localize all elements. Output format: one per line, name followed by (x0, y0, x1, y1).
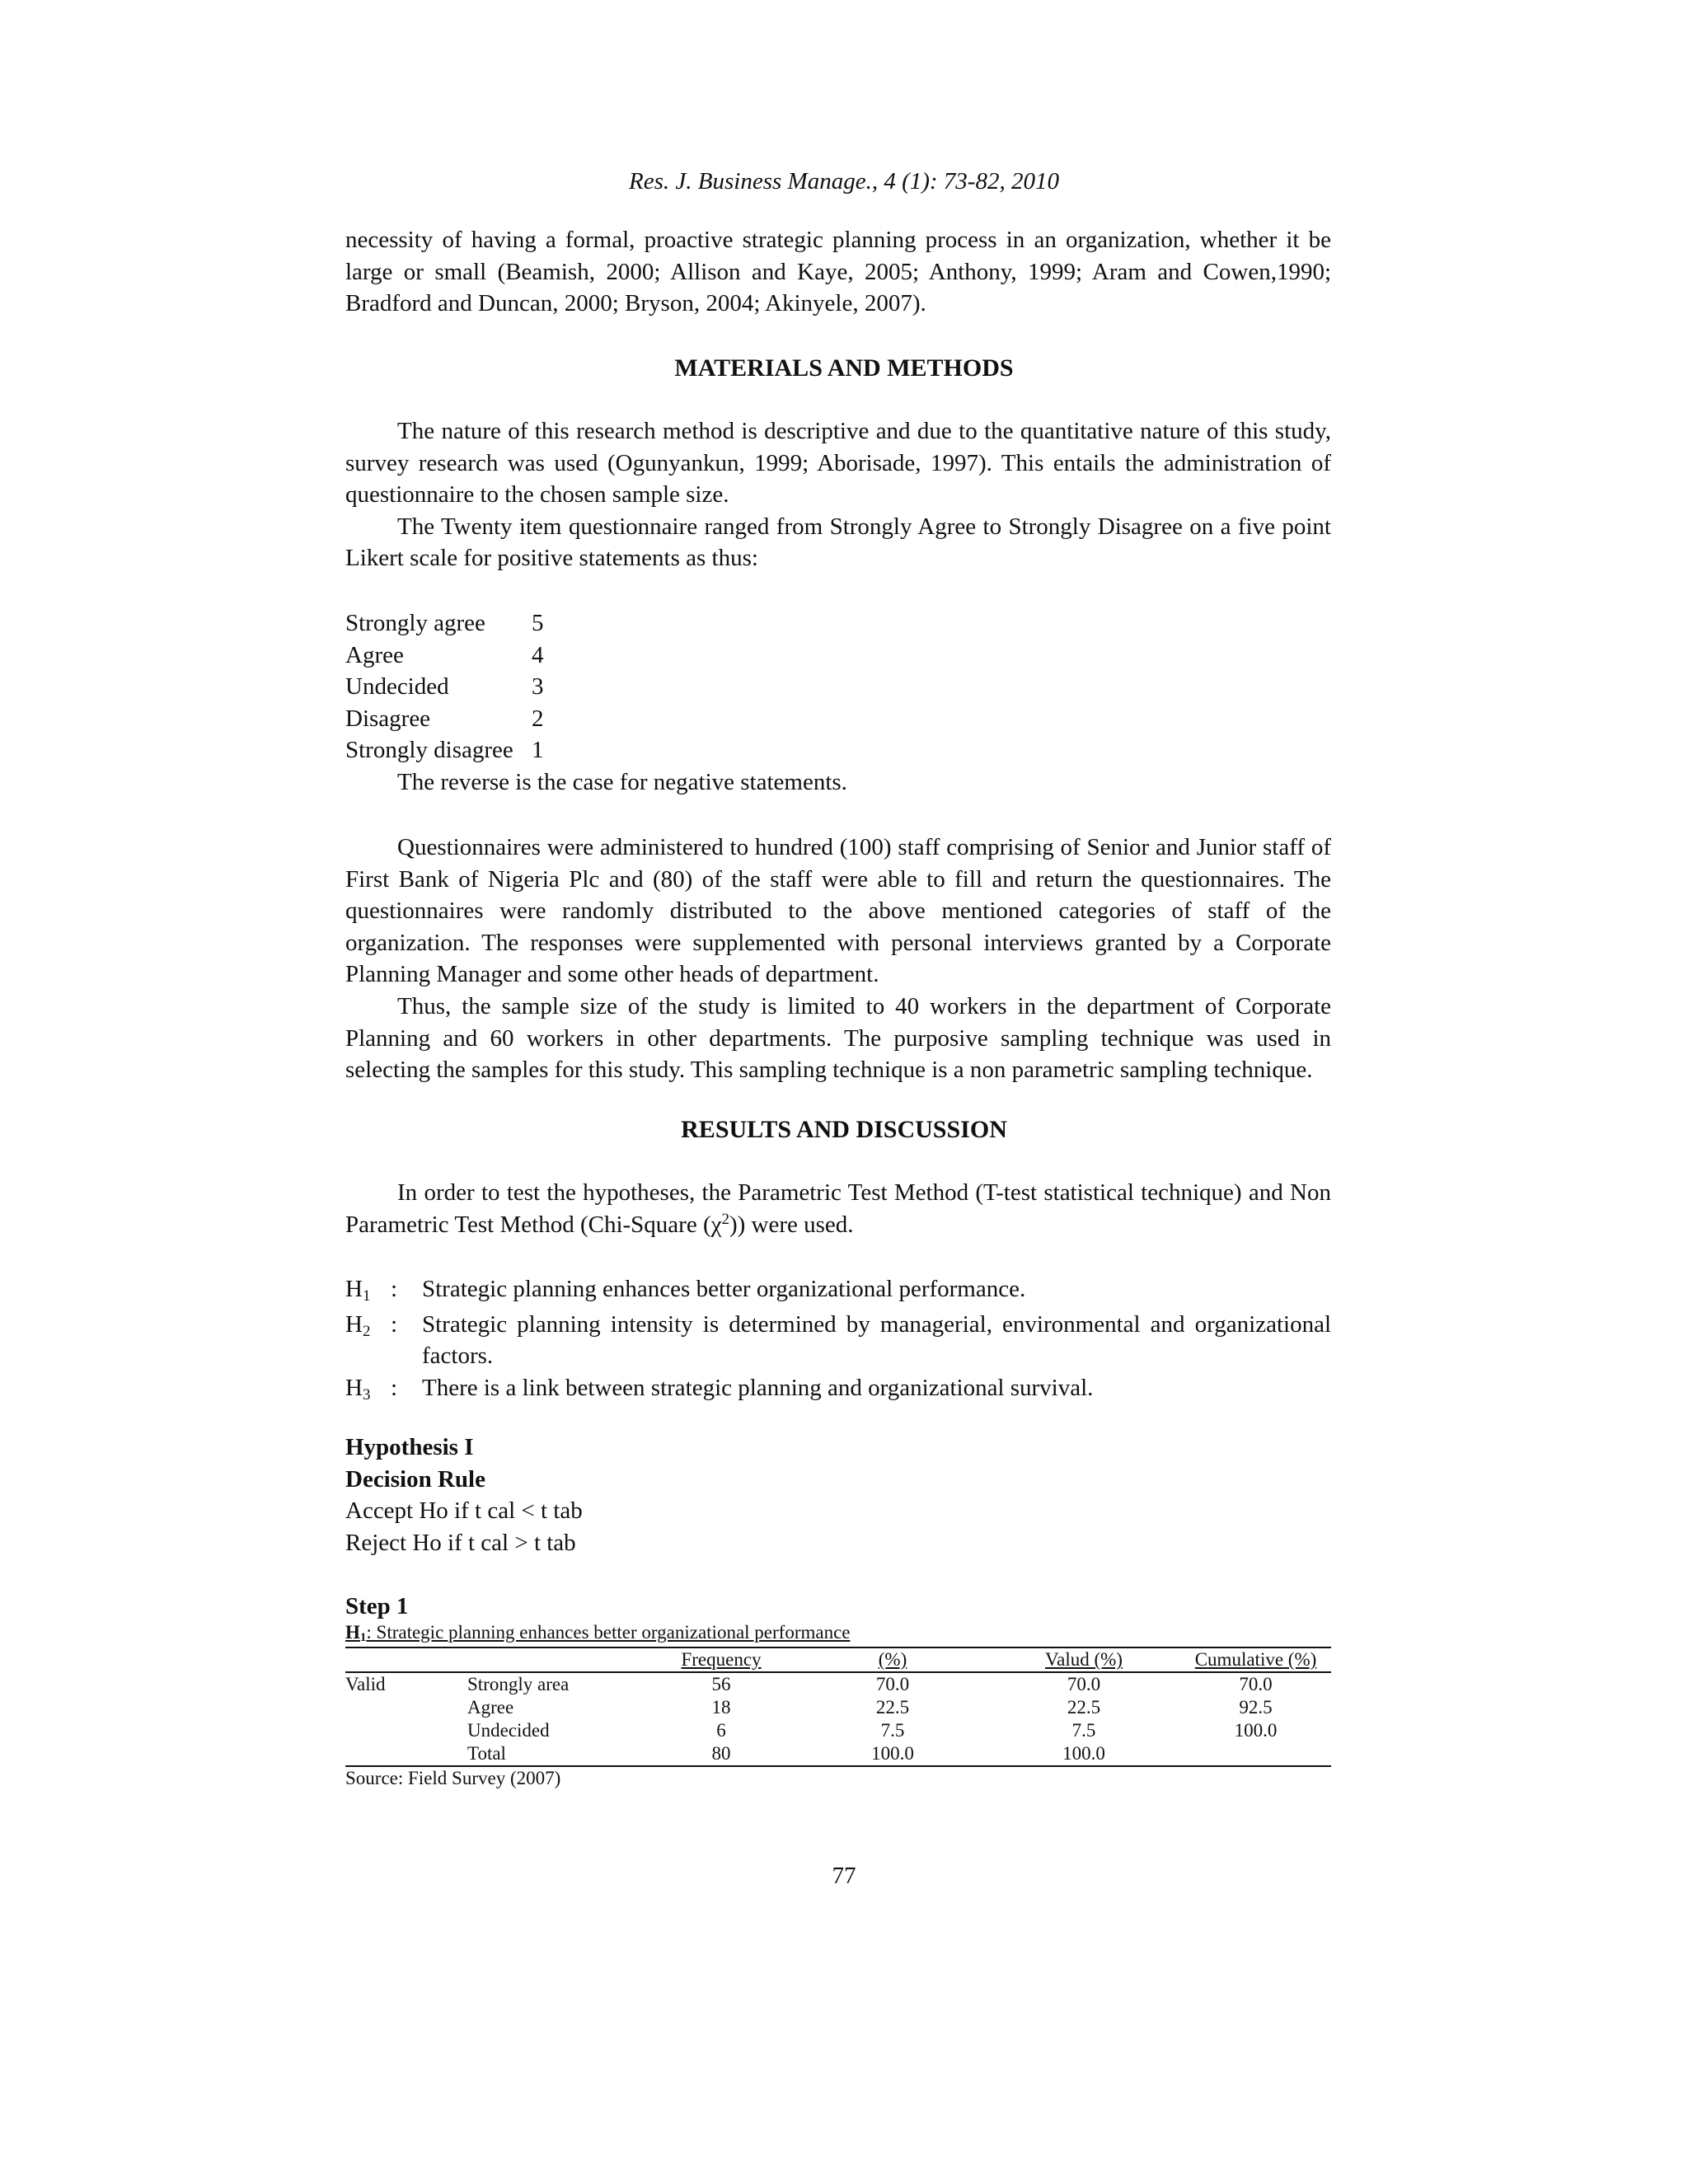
reverse-note: The reverse is the case for negative statements. (397, 768, 847, 795)
table-cell-category: Strongly area (467, 1674, 570, 1694)
table-header-percent (798, 1647, 987, 1672)
table-header-label: (%) (878, 1649, 907, 1670)
table-caption-letter: H (345, 1622, 360, 1643)
table-cell-percent: 7.5 (880, 1720, 905, 1741)
likert-scale-label: Disagree (345, 705, 431, 732)
hypothesis-subscript: 2 (362, 1322, 371, 1340)
chi-square-superscript: 2 (721, 1210, 729, 1228)
table-cell-empty (345, 1696, 467, 1719)
table-caption-code (345, 1622, 366, 1643)
hypotheses-list (345, 1273, 1331, 1407)
table-group-label: Valid (345, 1674, 386, 1694)
hypothesis-letter: H (345, 1374, 363, 1401)
table-header-label: Frequency (681, 1649, 762, 1670)
table-cell-frequency: 6 (716, 1720, 726, 1741)
table-cell-empty (345, 1719, 467, 1742)
table-header-cumulative (1180, 1647, 1331, 1672)
table-header-blank (345, 1647, 467, 1672)
hypothesis-title: Hypothesis I (345, 1434, 474, 1460)
reject-rule: Reject Ho if t cal > t tab (345, 1529, 576, 1556)
table-caption-subscript: 1 (359, 1631, 367, 1644)
hypothesis-letter: H (345, 1276, 363, 1302)
decision-rule-section (345, 1432, 1331, 1558)
results-heading: RESULTS AND DISCUSSION (681, 1116, 1007, 1143)
methods-paragraph-4: Thus, the sample size of the study is limited to 40 workers in the department of Corporate Planning and 60 workers in other departments. The purposive sampling technique was used in selecting the samples for this study. This sampling technique is a non parametric sampling technique. (345, 992, 1331, 1084)
likert-scale-label: Strongly agree (345, 610, 485, 636)
table-total-row (345, 1742, 1331, 1766)
methods-paragraph-1: The nature of this research method is descriptive and due to the quantitative nature of this study, survey research was used (Ogunyankun, 1999; Aborisade, 1997). This entails the administration of questionnaire to the chosen sample size. (345, 418, 1331, 509)
hypothesis-text: Strategic planning intensity is determined by managerial, environmental and organizational factors. (422, 1310, 1331, 1370)
likert-scale-row (345, 640, 1331, 672)
table-cell-empty (345, 1742, 467, 1766)
likert-scale-value: 4 (532, 641, 544, 668)
frequency-table (345, 1647, 1331, 1767)
likert-scale-value: 1 (532, 737, 544, 764)
hypothesis-code (345, 1273, 391, 1309)
table-cell-frequency: 18 (711, 1697, 731, 1718)
table-cell-valid-percent: 100.0 (1062, 1743, 1105, 1764)
hypothesis-separator: : (391, 1374, 398, 1401)
table-cell-empty (1180, 1742, 1331, 1766)
results-paragraph-text-end: )) were used. (729, 1211, 854, 1238)
running-header: Res. J. Business Manage., 4 (1): 73-82, 2010 (629, 168, 1059, 194)
table-cell-valid-percent: 22.5 (1067, 1697, 1101, 1718)
results-section (345, 1177, 1331, 1244)
decision-rule-title: Decision Rule (345, 1465, 485, 1493)
step-title: Step 1 (345, 1593, 409, 1619)
likert-scale-list (345, 607, 1331, 799)
table-cell-percent: 22.5 (875, 1697, 910, 1718)
frequency-table-block (345, 1621, 1331, 1790)
table-cell-percent: 70.0 (875, 1674, 910, 1694)
hypothesis-letter: H (345, 1310, 363, 1338)
likert-scale-label: Agree (345, 641, 404, 668)
likert-scale-value: 5 (532, 610, 544, 636)
table-row (345, 1696, 1331, 1719)
table-source: Source: Field Survey (2007) (345, 1768, 561, 1788)
table-cell-valid-percent: 70.0 (1067, 1674, 1101, 1694)
table-cell-percent: 100.0 (871, 1743, 914, 1764)
likert-scale-row (345, 734, 1331, 766)
hypothesis-text: Strategic planning enhances better organizational performance. (422, 1276, 1026, 1302)
results-paragraph-1 (345, 1177, 1331, 1244)
likert-scale-value: 2 (532, 705, 544, 732)
likert-scale-label: Strongly disagree (345, 737, 513, 764)
likert-scale-row (345, 607, 1331, 640)
table-row (345, 1672, 1331, 1696)
methods-section (345, 415, 1331, 574)
table-caption (345, 1621, 1331, 1647)
methods-paragraph-3: Questionnaires were administered to hundred (100) staff comprising of Senior and Junior staff of First Bank of Nigeria Plc and (80) of the staff were able to fill and return the questionnaires. The questionnaires were randomly distributed to the above mentioned categories of staff of the organization. The responses were supplemented with personal interviews granted by a Corporate Planning Manager and some other heads of department. (345, 834, 1331, 988)
likert-scale-label: Undecided (345, 673, 449, 701)
table-row (345, 1719, 1331, 1742)
table-header-label: Cumulative (%) (1194, 1649, 1317, 1670)
methods-heading: MATERIALS AND METHODS (674, 354, 1014, 382)
accept-rule: Accept Ho if t cal < t tab (345, 1497, 583, 1525)
hypothesis-separator: : (391, 1276, 398, 1302)
methods-section-continued (345, 832, 1331, 1086)
page-number: 77 (832, 1863, 856, 1889)
hypothesis-item (345, 1273, 1331, 1309)
table-header-label: Valud (%) (1045, 1649, 1123, 1670)
methods-paragraph-2: The Twenty item questionnaire ranged from Strongly Agree to Strongly Disagree on a five point Likert scale for positive statements as thus: (345, 513, 1331, 572)
hypothesis-code (345, 1372, 391, 1408)
table-cell-category: Agree (467, 1697, 514, 1718)
hypothesis-code (345, 1309, 391, 1372)
hypothesis-item (345, 1372, 1331, 1408)
table-cell-frequency: 80 (711, 1743, 731, 1764)
intro-section (345, 224, 1331, 320)
intro-paragraph: necessity of having a formal, proactive strategic planning process in an organization, whether it be large or small (Beamish, 2000; Allison and Kaye, 2005; Anthony, 1999; Aram and Cowen,1990; Bradford and Duncan, 2000; Bryson, 2004; Akinyele, 2007). (345, 227, 1331, 317)
table-header-valid-percent (987, 1647, 1180, 1672)
table-header-row (345, 1647, 1331, 1672)
step-1-section (345, 1591, 1331, 1623)
table-cell-cumulative: 70.0 (1239, 1674, 1273, 1694)
table-caption-text: : Strategic planning enhances better organizational performance (366, 1622, 851, 1643)
table-cell-cumulative: 92.5 (1239, 1697, 1273, 1718)
table-header-blank (467, 1647, 645, 1672)
likert-scale-row (345, 671, 1331, 703)
results-paragraph-text: In order to test the hypotheses, the Parametric Test Method (T-test statistical technique) and Non Parametric Test Method (Chi-Square (χ (345, 1179, 1331, 1238)
table-cell-category: Undecided (467, 1720, 550, 1741)
hypothesis-text: There is a link between strategic planning and organizational survival. (422, 1374, 1094, 1401)
likert-scale-row (345, 703, 1331, 735)
table-header-frequency (645, 1647, 798, 1672)
table-cell-valid-percent: 7.5 (1071, 1720, 1096, 1741)
table-cell-category: Total (467, 1743, 506, 1764)
hypothesis-item (345, 1309, 1331, 1372)
hypothesis-separator: : (391, 1310, 398, 1338)
hypothesis-subscript: 1 (362, 1287, 371, 1305)
likert-scale-value: 3 (532, 673, 544, 701)
table-cell-cumulative: 100.0 (1234, 1720, 1278, 1741)
table-cell-frequency: 56 (711, 1674, 731, 1694)
hypothesis-subscript: 3 (362, 1385, 371, 1404)
